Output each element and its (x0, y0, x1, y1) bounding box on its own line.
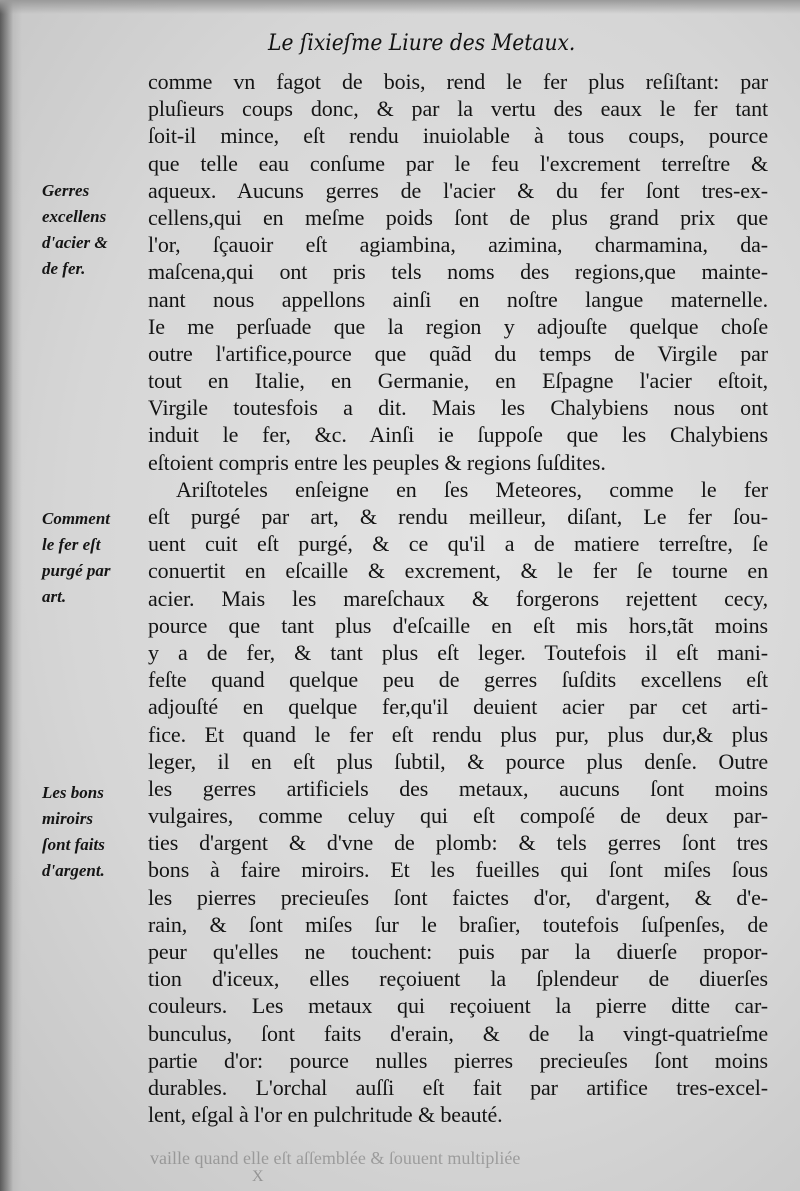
text-line: outre l'artifice,pource que quãd du temps de Virgile par (148, 340, 768, 366)
margin-note-line: d'argent. (42, 861, 105, 880)
show-through-line: vaille quand elle eſt aſſemblée & ſouuent multipliée (150, 1148, 521, 1168)
text-line: induit le fer, &c. Ainſi ie ſuppoſe que les Chalybiens (148, 422, 768, 448)
margin-note-line: Les bons (42, 783, 104, 802)
margin-note-miroirs (42, 780, 152, 884)
text-line: ties d'argent & d'vne de plomb: & tels gerres ſont tres (148, 830, 768, 856)
text-line: tion d'iceux, elles reçoiuent la ſplendeur de diuerſes (148, 966, 768, 992)
text-line: adjouſté en quelque fer,qu'il deuient acier par cet arti- (148, 694, 768, 720)
text-line: feſte quand quelque peu de gerres ſuſdits excellens eſt (148, 667, 768, 693)
signature-mark: X (252, 1168, 264, 1185)
gutter-shadow (0, 0, 22, 1191)
text-line: les pierres precieuſes ſont faictes d'or, d'argent, & d'e- (148, 884, 768, 910)
text-line: vulgaires, comme celuy qui eſt compoſé de deux par- (148, 803, 768, 829)
text-line: tout en Italie, en Germanie, en Eſpagne l'acier eſtoit, (148, 368, 768, 394)
text-line: partie d'or: pource nulles pierres precieuſes ſont moins (148, 1047, 768, 1073)
margin-note-line: Comment (42, 509, 111, 528)
text-line: bons à faire miroirs. Et les fueilles qui ſont miſes ſous (148, 857, 768, 883)
text-line: nant nous appellons ainſi en noſtre langue maternelle. (148, 286, 768, 312)
text-line: maſcena,qui ont pris tels noms des regions,que mainte- (148, 259, 768, 285)
running-head: Le ſixieſme Liure des Metaux. (268, 31, 576, 56)
text-line: Ie me perſuade que la region y adjouſte quelque choſe (148, 313, 768, 339)
text-line: bunculus, ſont faits d'erain, & de la vingt-quatrieſme (148, 1020, 768, 1046)
text-line: leger, il en eſt plus ſubtil, & pource plus denſe. Outre (148, 748, 768, 774)
text-line: pource que tant plus d'eſcaille en eſt mis hors,tãt moins (148, 612, 768, 638)
text-line: ſoit-il mince, eſt rendu inuiolable à tous coups, pource (148, 123, 768, 149)
text-line: les gerres artificiels des metaux, aucuns ſont moins (148, 775, 768, 801)
margin-note-gerres (42, 178, 152, 282)
margin-note-line: purgé par (42, 561, 111, 580)
text-line: fice. Et quand le fer eſt rendu plus pur, plus dur,& plus (148, 721, 768, 747)
text-line: eſt purgé par art, & rendu meilleur, diſant, Le fer ſou- (148, 504, 768, 529)
text-line: cellens,qui en meſme poids ſont de plus grand prix que (148, 204, 768, 230)
body-text (148, 68, 768, 1128)
margin-note-line: miroirs (42, 809, 94, 828)
text-line: lent, eſgal à l'or en pulchritude & beauté. (148, 1102, 503, 1128)
text-line: pluſieurs coups donc, & par la vertu des eaux le fer tant (148, 96, 768, 122)
margin-note-comment (42, 506, 152, 610)
text-line: aqueux. Aucuns gerres de l'acier & du fer ſont tres-ex- (148, 177, 768, 203)
margin-note-line: Gerres (42, 181, 90, 200)
text-line: Ariſtoteles enſeigne en ſes Meteores, comme le fer (176, 476, 768, 502)
text-line: que telle eau conſume par le feu l'excrement terreſtre & (148, 150, 768, 176)
text-line: l'or, ſçauoir eſt agiambina, azimina, charmamina, da- (148, 232, 768, 258)
margin-note-line: excellens (42, 207, 107, 226)
text-line: acier. Mais les mareſchaux & forgerons rejettent cecy, (148, 585, 768, 611)
text-line: y a de fer, & tant plus eſt leger. Toutefois il eſt mani- (148, 639, 768, 665)
text-line: comme vn fagot de bois, rend le fer plus reſiſtant: par (148, 69, 768, 94)
text-line: couleurs. Les metaux qui reçoiuent la pierre ditte car- (148, 993, 768, 1019)
text-line: uent cuit eſt purgé, & ce qu'il a de matiere terreſtre, ſe (148, 531, 768, 557)
text-line: Virgile toutesfois a dit. Mais les Chalybiens nous ont (148, 395, 768, 421)
margin-note-line: art. (42, 587, 67, 606)
margin-note-line: le fer eſt (42, 535, 101, 554)
text-line: durables. L'orchal auſſi eſt fait par artifice tres-excel- (148, 1074, 768, 1100)
text-line: conuertit en eſcaille & excrement, & le fer ſe tourne en (148, 558, 768, 584)
margin-note-line: de fer. (42, 259, 86, 278)
margin-note-line: ſont faits (42, 835, 105, 854)
page-top-edge (0, 0, 800, 14)
text-line: peur qu'elles ne touchent: puis par la diuerſe propor- (148, 939, 768, 964)
text-line: rain, & ſont miſes ſur le braſier, toutefois ſuſpenſes, de (148, 911, 768, 937)
margin-note-line: d'acier & (42, 233, 108, 252)
text-line: eſtoient compris entre les peuples & regions ſuſdites. (148, 449, 606, 475)
